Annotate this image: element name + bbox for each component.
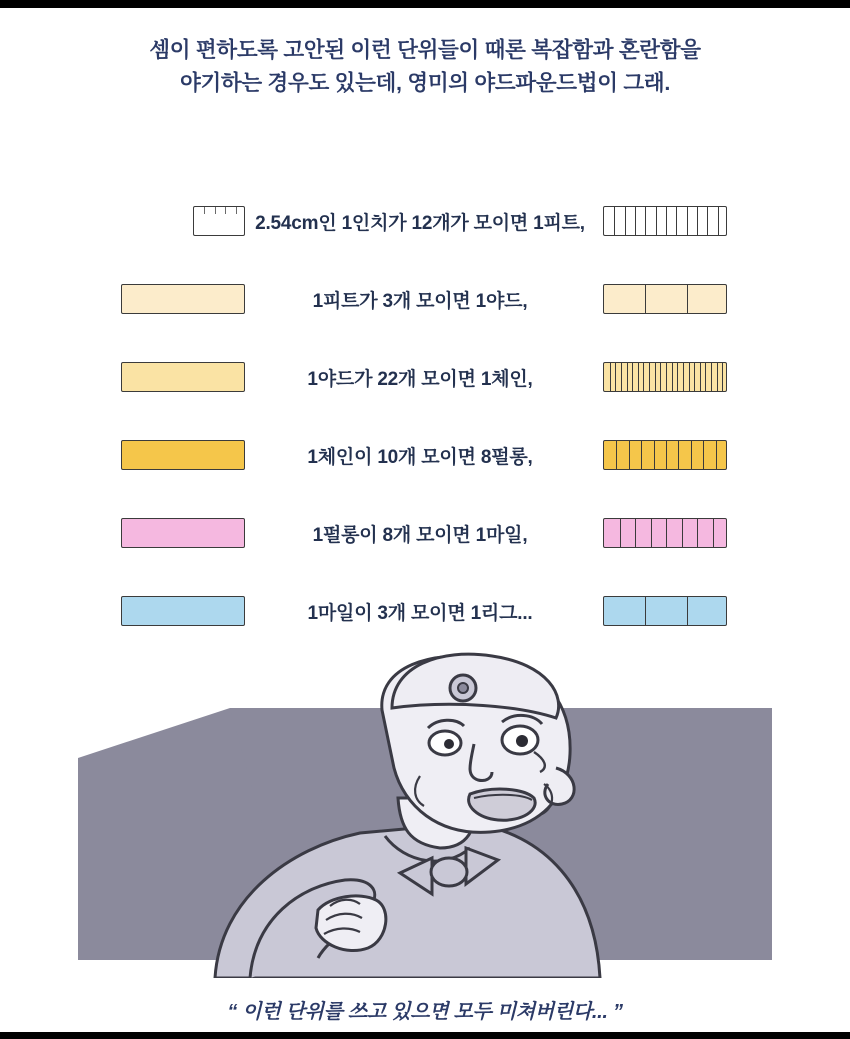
bar-divider bbox=[616, 441, 617, 469]
letterbox-top bbox=[0, 0, 850, 8]
conversion-label: 1피트가 3개 모이면 1야드, bbox=[312, 290, 528, 312]
bar-divider bbox=[703, 441, 704, 469]
bar-divider bbox=[656, 207, 657, 235]
right-0-bar bbox=[603, 206, 727, 236]
bar-divider bbox=[625, 207, 626, 235]
bar-divider bbox=[641, 441, 642, 469]
bar-divider bbox=[700, 363, 701, 391]
bar-divider bbox=[676, 207, 677, 235]
bar-divider bbox=[678, 441, 679, 469]
bar-divider bbox=[666, 519, 667, 547]
unit-sample-left bbox=[0, 362, 245, 392]
bar-divider bbox=[687, 285, 688, 313]
left-2-bar bbox=[121, 362, 245, 392]
bar-divider bbox=[697, 519, 698, 547]
unit-sample-left bbox=[0, 284, 245, 314]
bar-divider bbox=[707, 207, 708, 235]
unit-sample-right bbox=[595, 518, 850, 548]
ruler-tick bbox=[215, 207, 216, 214]
bar-divider bbox=[716, 441, 717, 469]
conversion-row bbox=[0, 494, 850, 572]
bar-divider bbox=[651, 519, 652, 547]
bg-right-mask bbox=[772, 648, 850, 978]
bar-divider bbox=[654, 441, 655, 469]
bar-divider bbox=[615, 363, 616, 391]
hair-bun-center bbox=[458, 683, 468, 693]
conversion-row bbox=[0, 338, 850, 416]
bowtie-knot bbox=[431, 858, 467, 886]
conversion-label: 1펄롱이 8개 모이면 1마일, bbox=[312, 524, 528, 546]
bar-divider bbox=[705, 363, 706, 391]
unit-sample-left bbox=[0, 206, 245, 236]
bar-divider bbox=[672, 363, 673, 391]
bar-divider bbox=[682, 519, 683, 547]
ruler-tick bbox=[225, 207, 226, 214]
bar-divider bbox=[683, 363, 684, 391]
bar-divider bbox=[614, 207, 615, 235]
bar-divider bbox=[677, 363, 678, 391]
bar-divider bbox=[717, 363, 718, 391]
left-4-bar bbox=[121, 518, 245, 548]
letterbox-bottom bbox=[0, 1032, 850, 1039]
bar-divider bbox=[643, 363, 644, 391]
ruler-tick bbox=[236, 207, 237, 214]
mouth bbox=[469, 789, 536, 820]
bar-divider bbox=[635, 207, 636, 235]
left-0-ruler bbox=[193, 206, 245, 236]
bar-divider bbox=[645, 207, 646, 235]
bar-divider bbox=[627, 363, 628, 391]
left-3-bar bbox=[121, 440, 245, 470]
bar-divider bbox=[666, 441, 667, 469]
bar-divider bbox=[632, 363, 633, 391]
bar-divider bbox=[694, 363, 695, 391]
bar-divider bbox=[711, 363, 712, 391]
conversion-label: 1마일이 3개 모이면 1리그... bbox=[307, 602, 533, 624]
right-3-bar bbox=[603, 440, 727, 470]
conversion-label: 2.54cm인 1인치가 12개가 모이면 1피트, bbox=[255, 212, 585, 234]
bar-divider bbox=[687, 597, 688, 625]
conversion-list bbox=[0, 182, 850, 650]
bar-divider bbox=[610, 363, 611, 391]
hand bbox=[316, 896, 386, 951]
bg-left-mask bbox=[0, 648, 78, 978]
bar-divider bbox=[620, 519, 621, 547]
conversion-label: 1체인이 10개 모이면 8펄롱, bbox=[307, 446, 533, 468]
bar-divider bbox=[713, 519, 714, 547]
ruler-tick bbox=[204, 207, 205, 214]
right-2-bar bbox=[603, 362, 727, 392]
bar-divider bbox=[645, 285, 646, 313]
bar-divider bbox=[649, 363, 650, 391]
intro-text bbox=[0, 34, 850, 101]
unit-sample-left bbox=[0, 596, 245, 626]
conversion-row bbox=[0, 182, 850, 260]
right-1-bar bbox=[603, 284, 727, 314]
illustration-svg bbox=[0, 648, 850, 978]
unit-sample-right bbox=[595, 362, 850, 392]
conversion-label: 1야드가 22개 모이면 1체인, bbox=[307, 368, 533, 390]
pupil-left bbox=[444, 739, 454, 749]
intro-line-1: 셈이 편하도록 고안된 이런 단위들이 때론 복잡함과 혼란함을 bbox=[149, 38, 701, 62]
bar-divider bbox=[635, 519, 636, 547]
bar-divider bbox=[687, 207, 688, 235]
bar-divider bbox=[621, 363, 622, 391]
right-5-bar bbox=[603, 596, 727, 626]
left-5-bar bbox=[121, 596, 245, 626]
bar-divider bbox=[697, 207, 698, 235]
bar-divider bbox=[666, 363, 667, 391]
right-4-bar bbox=[603, 518, 727, 548]
conversion-row bbox=[0, 572, 850, 650]
bar-divider bbox=[718, 207, 719, 235]
bar-divider bbox=[689, 363, 690, 391]
bar-divider bbox=[629, 441, 630, 469]
pupil-right bbox=[516, 735, 528, 747]
unit-sample-right bbox=[595, 206, 850, 236]
unit-sample-left bbox=[0, 518, 245, 548]
unit-sample-left bbox=[0, 440, 245, 470]
conversion-row bbox=[0, 260, 850, 338]
unit-sample-right bbox=[595, 440, 850, 470]
bar-divider bbox=[645, 597, 646, 625]
bar-divider bbox=[660, 363, 661, 391]
intro-line-2: 야기하는 경우도 있는데, 영미의 야드파운드법이 그래. bbox=[179, 71, 671, 96]
character-illustration bbox=[0, 648, 850, 978]
left-1-bar bbox=[121, 284, 245, 314]
bar-divider bbox=[722, 363, 723, 391]
unit-sample-right bbox=[595, 284, 850, 314]
conversion-row bbox=[0, 416, 850, 494]
bar-divider bbox=[655, 363, 656, 391]
caption-text: “ 이런 단위를 쓰고 있으면 모두 미쳐버린다... ” bbox=[227, 1001, 623, 1023]
unit-sample-right bbox=[595, 596, 850, 626]
bar-divider bbox=[666, 207, 667, 235]
bar-divider bbox=[691, 441, 692, 469]
bar-divider bbox=[638, 363, 639, 391]
